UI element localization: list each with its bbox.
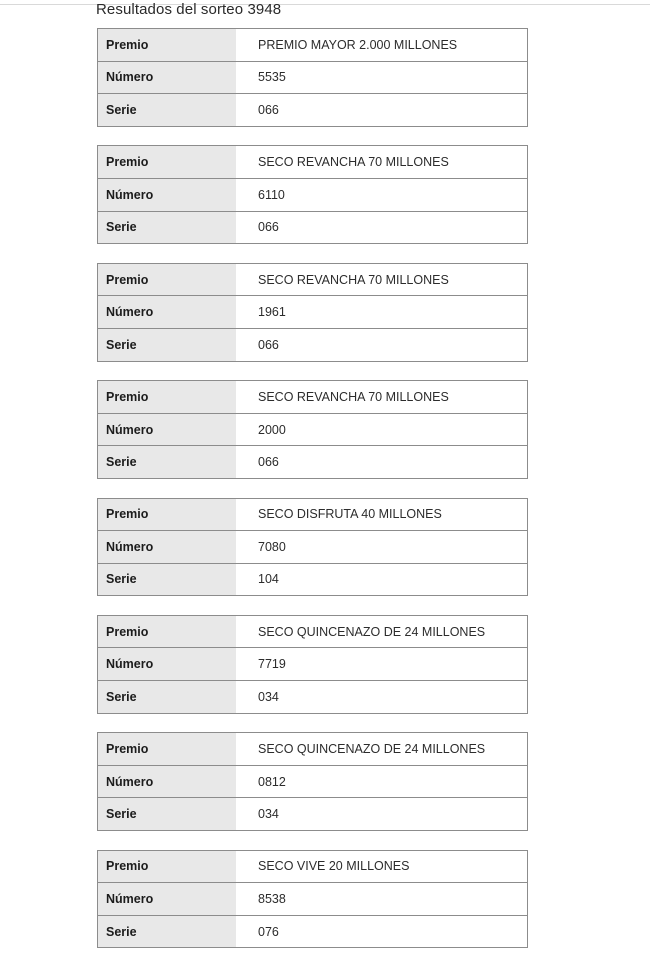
result-table: [97, 263, 528, 362]
result-row-serie: [98, 446, 528, 479]
numero-label: Número: [98, 883, 237, 916]
numero-label: Número: [98, 413, 237, 446]
serie-value: 066: [236, 328, 528, 361]
result-row-premio: [98, 850, 528, 883]
premio-value: SECO QUINCENAZO DE 24 MILLONES: [258, 624, 486, 639]
result-row-premio: [98, 615, 528, 648]
serie-label: Serie: [98, 798, 237, 831]
serie-label: Serie: [98, 328, 237, 361]
numero-label: Número: [98, 531, 237, 564]
result-row-numero: [98, 531, 528, 564]
serie-label: Serie: [98, 94, 237, 127]
premio-label: Premio: [98, 850, 237, 883]
serie-value: 034: [236, 681, 528, 714]
serie-value: 076: [236, 915, 528, 948]
numero-value: 0812: [236, 765, 528, 798]
result-row-premio: [98, 263, 528, 296]
serie-label: Serie: [98, 681, 237, 714]
premio-label: Premio: [98, 381, 237, 414]
result-row-numero: [98, 883, 528, 916]
premio-value: SECO REVANCHA 70 MILLONES: [258, 272, 449, 287]
premio-label: Premio: [98, 498, 237, 531]
serie-value: 034: [236, 798, 528, 831]
result-row-numero: [98, 296, 528, 329]
numero-value: 1961: [236, 296, 528, 329]
numero-label: Número: [98, 61, 237, 94]
premio-value: SECO QUINCENAZO DE 24 MILLONES: [258, 742, 486, 757]
numero-value: 6110: [236, 178, 528, 211]
result-row-numero: [98, 648, 528, 681]
result-table: [97, 145, 528, 244]
result-row-numero: [98, 61, 528, 94]
result-table: [97, 732, 528, 831]
result-row-numero: [98, 178, 528, 211]
result-row-premio: [98, 29, 528, 62]
result-table: [97, 615, 528, 714]
numero-label: Número: [98, 178, 237, 211]
numero-value: 7719: [236, 648, 528, 681]
result-row-serie: [98, 211, 528, 244]
result-row-premio: [98, 498, 528, 531]
result-row-serie: [98, 563, 528, 596]
premio-value: PREMIO MAYOR 2.000 MILLONES: [258, 37, 458, 52]
result-row-premio: [98, 733, 528, 766]
serie-label: Serie: [98, 563, 237, 596]
result-row-premio: [98, 381, 528, 414]
premio-label: Premio: [98, 263, 237, 296]
numero-label: Número: [98, 765, 237, 798]
numero-value: 8538: [236, 883, 528, 916]
premio-label: Premio: [98, 146, 237, 179]
premio-value: SECO REVANCHA 70 MILLONES: [258, 389, 449, 404]
result-table: [97, 498, 528, 597]
result-table: [97, 380, 528, 479]
premio-label: Premio: [98, 615, 237, 648]
serie-value: 104: [236, 563, 528, 596]
serie-value: 066: [236, 94, 528, 127]
premio-value: SECO REVANCHA 70 MILLONES: [258, 155, 449, 170]
numero-value: 2000: [236, 413, 528, 446]
result-row-serie: [98, 798, 528, 831]
serie-value: 066: [236, 446, 528, 479]
result-row-numero: [98, 765, 528, 798]
result-table: [97, 850, 528, 949]
result-row-serie: [98, 681, 528, 714]
result-row-serie: [98, 328, 528, 361]
serie-label: Serie: [98, 211, 237, 244]
numero-label: Número: [98, 296, 237, 329]
numero-value: 5535: [236, 61, 528, 94]
premio-value: SECO DISFRUTA 40 MILLONES: [258, 507, 442, 522]
result-row-serie: [98, 94, 528, 127]
serie-value: 066: [236, 211, 528, 244]
result-row-numero: [98, 413, 528, 446]
numero-value: 7080: [236, 531, 528, 564]
page-title: Resultados del sorteo 3948: [96, 1, 282, 18]
serie-label: Serie: [98, 915, 237, 948]
results-list: [97, 28, 528, 967]
result-row-serie: [98, 915, 528, 948]
result-table: [97, 28, 528, 127]
premio-label: Premio: [98, 733, 237, 766]
numero-label: Número: [98, 648, 237, 681]
premio-label: Premio: [98, 29, 237, 62]
serie-label: Serie: [98, 446, 237, 479]
result-row-premio: [98, 146, 528, 179]
premio-value: SECO VIVE 20 MILLONES: [258, 859, 410, 874]
